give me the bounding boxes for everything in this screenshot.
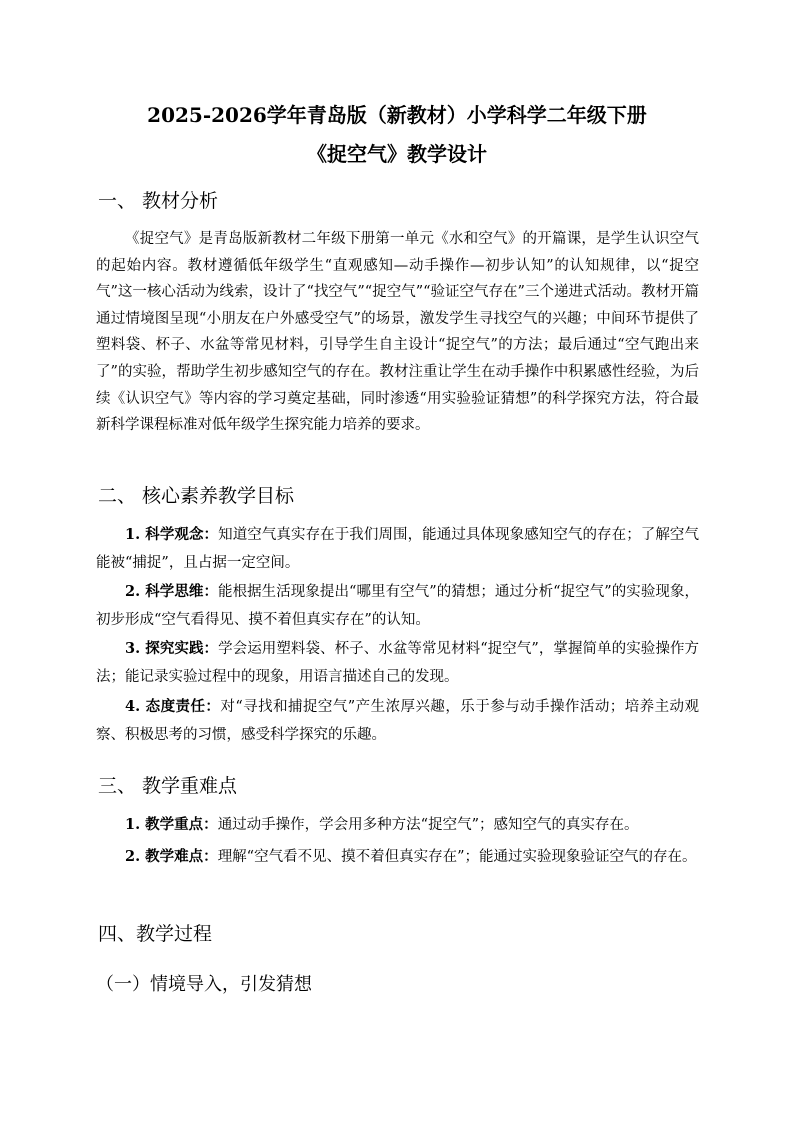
difficulty-text: 理解“空气看不见、摸不着但真实存在”；能通过实验现象验证空气的存在。: [217, 849, 697, 865]
goal-item: [96, 521, 699, 577]
key-point-label: 1. 教学重点：: [125, 816, 218, 833]
goal-item-text: 知道空气真实存在于我们周围，能通过具体现象感知空气的存在；了解空气能被“捕捉”，且占据一定空间。: [96, 527, 700, 571]
section-heading-teaching-process: 四、教学过程: [98, 923, 213, 945]
section-heading-key-difficulties: 三、 教学重难点: [98, 775, 238, 797]
textbook-analysis-paragraph: 《捉空气》是青岛版新教材二年级下册第一单元《水和空气》的开篇课，是学生认识空气的起始内容。教材遵循低年级学生“直观感知—动手操作—初步认知”的认知规律，以“捉空气”这一核心活动为线索，设计了“找空气”“捉空气”“验证空气存在”三个递进式活动。教材开篇通过情境图呈现“小朋友在户外感受空气”的场景，激发学生寻找空气的兴趣；中间环节提供了塑料袋、杯子、水盆等常见材料，引导学生自主设计“捉空气”的方法；最后通过“空气跑出来了”的实验，帮助学生初步感知空气的存在。教材注重让学生在动手操作中积累感性经验，为后续《认识空气》等内容的学习奠定基础，同时渗透“用实验验证猜想”的科学探究方法，符合最新科学课程标准对低年级学生探究能力培养的要求。: [96, 231, 699, 434]
difficulty-label: 2. 教学难点：: [125, 848, 218, 865]
section-heading-textbook-analysis: 一、 教材分析: [98, 190, 219, 212]
goal-item-label: 3. 探究实践：: [125, 640, 219, 657]
section-heading-core-goals: 二、 核心素养教学目标: [98, 485, 295, 507]
difficulty-item: [96, 843, 699, 871]
goal-item-label: 2. 科学思维：: [125, 583, 219, 600]
key-point-item: [96, 811, 699, 839]
goal-item-label: 1. 科学观念：: [125, 526, 219, 543]
subsection-heading-situation-intro: （一）情境导入，引发猜想: [96, 974, 312, 995]
goal-item-text: 学会运用塑料袋、杯子、水盆等常见材料“捉空气”，掌握简单的实验操作方法；能记录实验过程中的现象，用语言描述自己的发现。: [96, 641, 700, 685]
document-title-line1: 2025-2026学年青岛版（新教材）小学科学二年级下册: [147, 103, 647, 127]
goal-item-text: 对“寻找和捕捉空气”产生浓厚兴趣，乐于参与动手操作活动；培养主动观察、积极思考的习惯，感受科学探究的乐趣。: [96, 699, 700, 743]
goal-item: [96, 578, 699, 634]
key-point-text: 通过动手操作，学会用多种方法“捉空气”；感知空气的真实存在。: [217, 817, 639, 833]
document-title-line2: 《捉空气》教学设计: [307, 142, 487, 166]
goal-item-text: 能根据生活现象提出“哪里有空气”的猜想；通过分析“捉空气”的实验现象，初步形成“空气看得见、摸不着但真实存在”的认知。: [96, 584, 699, 628]
goal-item-label: 4. 态度责任：: [125, 698, 221, 715]
goal-item: [96, 693, 699, 749]
goal-item: [96, 635, 699, 691]
